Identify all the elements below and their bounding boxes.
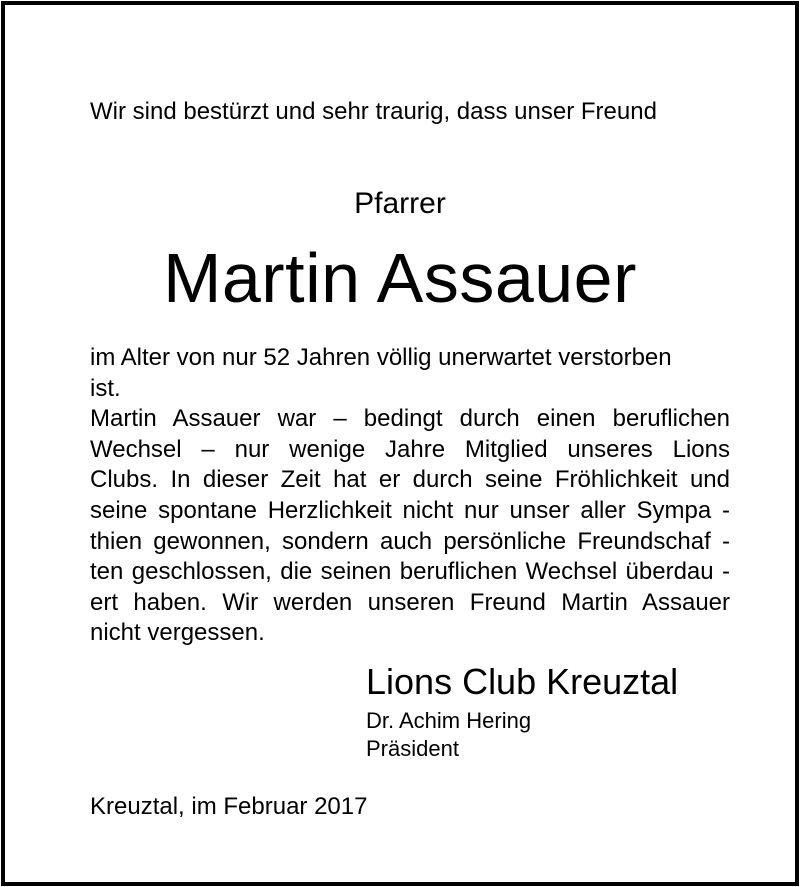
body-line: thien gewonnen, sondern auch persönliche Freundschaf - [90, 527, 730, 555]
club-name: Lions Club Kreuztal [366, 661, 679, 702]
age-line-2: ist. [90, 374, 121, 402]
body-line: ert haben. Wir werden unseren Freund Martin Assauer [90, 588, 730, 616]
body-line: Clubs. In dieser Zeit hat er durch seine Fröhlichkeit und [90, 466, 730, 494]
body-last-line: nicht vergessen. [90, 619, 265, 647]
deceased-name: Martin Assauer [163, 239, 637, 317]
body-line: ten geschlossen, die seinen beruflichen Wechsel überdau - [90, 558, 730, 586]
body-line: Wechsel – nur wenige Jahre Mitglied unseres Lions [90, 435, 730, 463]
signer-name: Dr. Achim Hering [366, 708, 532, 733]
notice-body [90, 343, 730, 649]
intro-text: Wir sind bestürzt und sehr traurig, dass unser Freund [90, 98, 657, 125]
signer-title: Präsident [366, 736, 459, 761]
body-line: seine spontane Herzlichkeit nicht nur unser aller Sympa - [90, 496, 730, 524]
age-line-1: im Alter von nur 52 Jahren völlig unerwartet verstorben [90, 344, 672, 371]
deceased-title: Pfarrer [354, 187, 446, 220]
place-date: Kreuztal, im Februar 2017 [90, 793, 368, 820]
body-line: Martin Assauer war – bedingt durch einen beruflichen [90, 405, 730, 433]
